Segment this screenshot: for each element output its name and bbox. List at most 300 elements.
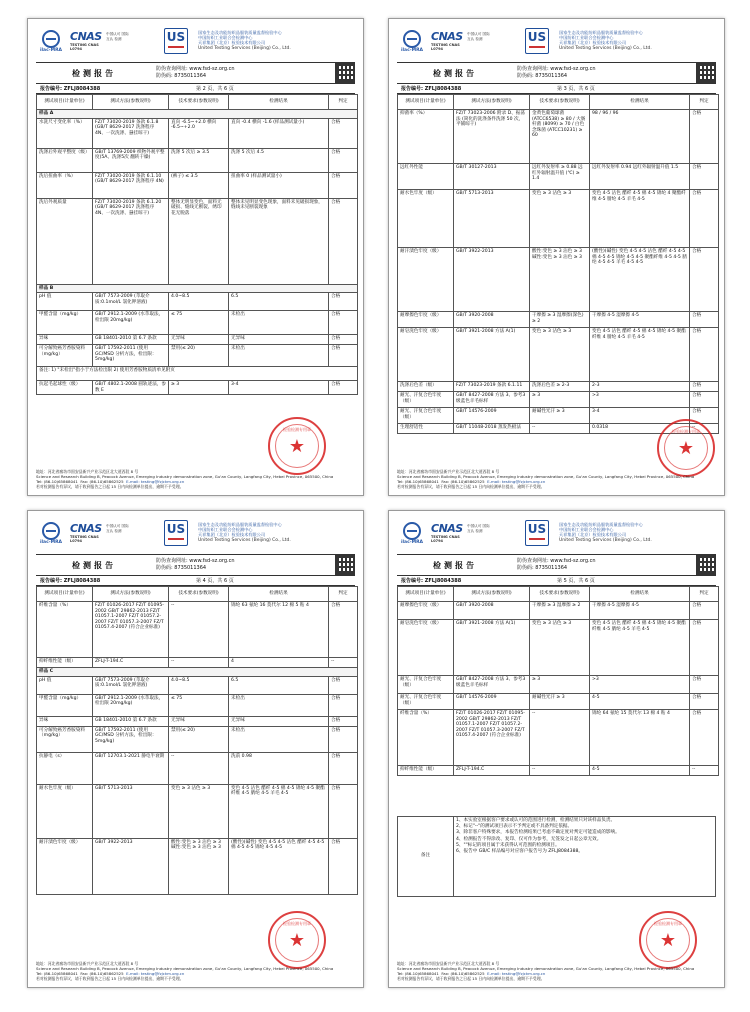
table-cell: 耐水色牢度（级） <box>398 190 454 248</box>
table-cell: 合格 <box>329 726 358 752</box>
table-cell: 合格 <box>690 328 719 382</box>
col-header: 技术要求(参数说明) <box>169 95 229 110</box>
table-cell: 抗起毛起球性（级） <box>37 381 93 395</box>
table-row <box>37 335 358 345</box>
table-cell: 合格 <box>329 148 358 172</box>
page-footer: 地址：河北省廊坊市固安县新兴产业示范区北大道西段 8 号 Science and Research Building B, Peacock Avenue, Emerging Industry demonstration zone, Gu'an County, Langfang City, Hebei Province, 065500, China Tel: (86-10)65868041 Fax: (86-10)65862525 E-mail: testing@fzjckm.org.cn 若对检测报告有异议，请于收到报告之日起 15 日内向检测单位提出，逾期不予受理。 <box>36 961 334 981</box>
table-cell: 合格 <box>690 110 719 164</box>
table-cell: 4-5 <box>590 694 690 710</box>
cnas-logo: CNAS TESTING CNAS L0794 <box>431 522 463 543</box>
table-cell: -- <box>329 658 358 668</box>
col-header: 判定 <box>690 95 719 110</box>
table-cell: 合格 <box>690 602 719 620</box>
uts-logo: US <box>525 28 549 54</box>
col-header: 测试方法(参数说明) <box>454 95 530 110</box>
table-cell: 变色 ≥ 3 沾色 ≥ 3 <box>530 328 590 382</box>
results-table <box>36 94 358 395</box>
table-row <box>398 110 719 164</box>
table-cell: 耐摩擦色牢度（级） <box>398 602 454 620</box>
table-cell: GB 18401-2010 第 6.7 条款 <box>93 335 169 345</box>
col-header: 判定 <box>690 587 719 602</box>
table-cell: -- <box>690 424 719 434</box>
table-row <box>398 392 719 408</box>
table-row <box>37 381 358 395</box>
table-cell: GB/T 3921-2008 方法 A(1) <box>454 328 530 382</box>
report-page-4: ilac-MRA CNAS TESTING CNAS L0794 中国认可 国际互认 检测 US 国家生态及功能纺织品服装质量监督检验中心 中国纺织工业联合会检测中心 天祥集团（北京）检验技术有限公司 United Testing Services (Beijing) Co., Ltd. 检测报告 防伪查询网址: www.fsd-sz.org.cn 防伪码: 8735011364 报告编号: ZFLJ8084388 第 4 页，共 6 页 测试项目(计量单位) 测试方法(参数说明) 技术要求(参数说明) 检测结果 判定 纤维含量（%） FZ/T 01026-2017 FZ/T 01095-2002 GB/T 29862-2013 FZ/T 01057.1-2007 FZ/T 01057.2-2007 FZ/T 01057.3-2007 FZ/T 01057.4-2007 (符合企业标准) -- 锦纶 63 氨纶 16 莫代尔 12 棉 5 粘 4 合格 抑纤维性能（级） ZFLJ-T-194.C -- 4 -- 样品 C pH 值 GB/T 7573-2009 (萃取介质:0.1mol/L 氯化钾溶液) 4.0~8.5 6.5 合格 甲醛含量（mg/kg） GB/T 2912.1-2009 (水萃取法，检出限 20mg/kg) ≤ 75 未检出 合格 异味 GB 18401-2010 第 6.7 条款 无异味 无异味 合格 可分解致癌芳香胺染料（mg/kg） GB/T 17592-2011 (使用 GC/MSD 分析方法，检出限：5mg/kg) 禁用(≤ 20) 未检出 合格 抗静电（s） GB/T 12703.1-2021 静电半衰期 -- 洗前 0.98 合格 耐水色牢度（级） GB/T 5713-2013 变色 ≥ 3 沾色 ≥ 3 变色 4-5 沾色 醋纤 4-5 棉 4-5 锦纶 4-5 聚酯纤维 4-5 腈纶 4-5 羊毛 4-5 合格 耐汗渍色牢度（级） GB/T 3922-2013 酸性:变色 ≥ 3 沾色 ≥ 3 碱性:变色 ≥ 3 沾色 ≥ 3 (酸性)(碱性) 变色 4-5 4-5 沾色 醋纤 4-5 4-5 棉 4-5 4-5 锦纶 4-5 4-5 合格 检验检测专用章 ★ 地址：河北省廊坊市固安县新兴产业示范区北大道西段 8 号 Science and Research Building B, Peacock Avenue, Emerging Industry demonstration zone, Gu'an County, Langfang City, Hebei Province, 065500, China Tel: (86-10)65868041 Fax: (86-10)65862525 E-mail: testing@fzjckm.org.cn 若对检测报告有异议，请于收到报告之日起 15 日内向检测单位提出，逾期不予受理。 <box>27 510 364 988</box>
table-cell: GB/T 3920-2008 <box>454 602 530 620</box>
table-cell: ≤ 75 <box>169 311 229 335</box>
table-cell: GB/T 7573-2009 (萃取介质:0.1mol/L 氯化钾溶液) <box>93 676 169 694</box>
table-cell: GB/T 11048-2018 蒸发热板法 <box>454 424 530 434</box>
table-row <box>37 752 358 784</box>
table-cell: GB/T 2912.1-2009 (水萃取法，检出限 20mg/kg) <box>93 694 169 716</box>
table-row <box>37 284 358 293</box>
table-cell: 合格 <box>329 118 358 148</box>
table-cell: 禁用(≤ 20) <box>169 345 229 367</box>
qr-code-icon <box>335 555 355 575</box>
table-row <box>398 95 719 110</box>
table-row <box>37 311 358 335</box>
table-row <box>398 382 719 392</box>
col-header: 测试项目(计量单位) <box>37 95 93 110</box>
remarks-table <box>397 816 716 897</box>
table-cell: 甲醛含量（mg/kg） <box>37 694 93 716</box>
sample-label: 样品 B <box>37 284 358 293</box>
table-cell: ≥ 3 <box>530 676 590 694</box>
table-cell: 变色 4-5 沾色 醋纤 4-5 棉 4-5 锦纶 4-5 聚酯纤维 4-5 腈纶 4-5 羊毛 4-5 <box>590 620 690 676</box>
col-header: 测试方法(参数说明) <box>454 587 530 602</box>
table-cell: FZ/T 01026-2017 FZ/T 01095-2002 GB/T 29862-2013 FZ/T 01057.1-2007 FZ/T 01057.2-2007 FZ/T 01057.3-2007 FZ/T 01057.4-2007 (符合企业标准) <box>93 602 169 658</box>
qr-code-icon <box>335 63 355 83</box>
table-cell: 酸性:变色 ≥ 3 沾色 ≥ 3 碱性:变色 ≥ 3 沾色 ≥ 3 <box>169 838 229 894</box>
table-cell: 耐汗渍色牢度（级） <box>37 838 93 894</box>
table-cell: FZ/T 73020-2019 条款 6.1.10 (GB/T 8629-2017 洗涤程序 4N) <box>93 172 169 198</box>
table-cell: 合格 <box>329 602 358 658</box>
table-row <box>398 620 719 676</box>
table-cell: >3 <box>590 676 690 694</box>
page-header <box>36 26 355 62</box>
table-cell: 整体未见明显变色现象，面料未见破损现象，缝线未见断裂现象 <box>229 198 329 284</box>
table-cell: 未检出 <box>229 345 329 367</box>
table-cell: 生理舒适性 <box>398 424 454 434</box>
table-row <box>37 95 358 110</box>
table-cell: 耐碱性光汗 ≥ 3 <box>530 408 590 424</box>
table-cell: 抑纤维性能（级） <box>37 658 93 668</box>
table-row <box>398 328 719 382</box>
table-row <box>398 312 719 328</box>
table-cell: 洗涤后色差 ≥ 2-3 <box>530 382 590 392</box>
table-cell: 3-4 <box>590 408 690 424</box>
table-row <box>398 248 719 312</box>
report-number: 报告编号: ZFLJ8084388 <box>40 578 101 584</box>
table-cell: 合格 <box>690 248 719 312</box>
table-cell: 合格 <box>690 382 719 392</box>
table-cell: 直向 -6.5~+2.0 横向 -6.5~+2.0 <box>169 118 229 148</box>
page-number: 第 3 页，共 6 页 <box>557 86 595 92</box>
table-cell: 水洗尺寸变化率（%） <box>37 118 93 148</box>
table-row <box>37 367 358 381</box>
table-cell: 纤维含量（%） <box>37 602 93 658</box>
table-cell: 扭曲率 0 (样品测试量小) <box>229 172 329 198</box>
table-row <box>37 726 358 752</box>
lab-name: 国家生态及功能纺织品服装质量监督检验中心 中国纺织工业联合会检测中心 天祥集团（北京）检验技术有限公司 United Testing Services (Beijing) Co., Ltd. <box>198 522 291 543</box>
table-row <box>37 118 358 148</box>
cnas-logo: CNAS TESTING CNAS L0794 <box>70 30 102 51</box>
table-cell: GB/T 4802.1-2008 圆轨迹法，参数 E <box>93 381 169 395</box>
remark-line: 1、本实验室根据客户要求或认可的范围进行检测，检测结果只对该样品负责。 <box>456 818 616 823</box>
remark-line: 5、""标记的项目属于未获得认可范围的检测项目。 <box>456 842 560 848</box>
lab-name: 国家生态及功能纺织品服装质量监督检验中心 中国纺织工业联合会检测中心 天祥集团（北京）检验技术有限公司 United Testing Services (Beijing) Co., Ltd. <box>559 522 652 543</box>
table-row <box>37 587 358 602</box>
table-cell: ≥ 3 <box>530 392 590 408</box>
table-cell: GB/T 30127-2013 <box>454 164 530 190</box>
table-cell: 合格 <box>329 198 358 284</box>
remark-line: 6、报告中 GB/C 样品编号对应客户报告号为 ZFLJ8084388。 <box>456 849 584 855</box>
table-cell: pH 值 <box>37 676 93 694</box>
table-cell: 干摩擦 ≥ 3 湿摩擦(深色) ≥ 2 <box>530 312 590 328</box>
table-cell: (酸性)(碱性) 变色 4-5 4-5 沾色 醋纤 4-5 4-5 棉 4-5 4-5 锦纶 4-5 4-5 <box>229 838 329 894</box>
col-header: 测试项目(计量单位) <box>37 587 93 602</box>
table-cell: 无异味 <box>229 335 329 345</box>
table-cell: GB/T 8427-2008 方法 3、参考3 级蓝色羊毛标样 <box>454 392 530 408</box>
ilac-logo: ilac-MRA <box>397 522 427 544</box>
uts-logo: US <box>525 520 549 546</box>
table-cell: GB/T 3921-2008 方法 A(1) <box>454 620 530 676</box>
table-cell: 金黄色葡萄球菌 (ATCC6538) ≥ 80 / 大肠杆菌 (8099) ≥ 70 / 白色念珠菌 (ATCC10231) ≥ 60 <box>530 110 590 164</box>
table-cell: 合格 <box>690 312 719 328</box>
table-row <box>37 110 358 119</box>
table-cell: 未检出 <box>229 694 329 716</box>
col-header: 判定 <box>329 587 358 602</box>
results-table <box>397 94 719 434</box>
page-header <box>397 518 716 554</box>
table-cell: 变色 ≥ 3 沾色 ≥ 3 <box>530 620 590 676</box>
table-cell: -- <box>169 752 229 784</box>
ilac-logo: ilac-MRA <box>36 522 66 544</box>
table-cell: ≤ 75 <box>169 694 229 716</box>
table-cell: FZ/T 73023-2019 条款 6.1.11 <box>454 382 530 392</box>
table-cell: 耐汗渍色牢度（级） <box>398 248 454 312</box>
table-cell: -- <box>530 766 590 776</box>
results-table <box>36 586 358 895</box>
table-cell: FZ/T 73020-2019 条款 6.1.20 (GB/T 8629-2017 洗涤程序 4N、一次洗涤、悬挂晾干) <box>93 198 169 284</box>
table-cell: 酸性:变色 ≥ 3 沾色 ≥ 3 碱性:变色 ≥ 3 沾色 ≥ 3 <box>530 248 590 312</box>
table-cell: 6.5 <box>229 293 329 311</box>
col-header: 测试方法(参数说明) <box>93 95 169 110</box>
table-cell: 锦纶 63 氨纶 16 莫代尔 12 棉 5 粘 4 <box>229 602 329 658</box>
table-cell: ≥ 3 <box>169 381 229 395</box>
table-cell: 6.5 <box>229 676 329 694</box>
table-cell: 合格 <box>329 293 358 311</box>
table-cell: -- <box>530 424 590 434</box>
page-header <box>36 518 355 554</box>
table-cell: 干摩擦 4-5 湿摩擦 4-5 <box>590 312 690 328</box>
table-row <box>398 676 719 694</box>
cnas-logo: CNAS TESTING CNAS L0794 <box>70 522 102 543</box>
table-cell: 4.0~8.5 <box>169 676 229 694</box>
remark-line: 3、除非客户特殊要求，本报告检测结果已考虑不确定度对判定可能造成的影响。 <box>456 830 620 836</box>
table-cell: GB/T 17592-2011 (使用 GC/MSD 分析方法，检出限：5mg/kg) <box>93 726 169 752</box>
table-row <box>398 408 719 424</box>
table-cell: 耐水色牢度（级） <box>37 784 93 838</box>
remark-line: 2、标记"--"的测试项目表示不予判定或不具备判定依据。 <box>456 824 573 830</box>
table-cell: 合格 <box>690 676 719 694</box>
col-header: 测试方法(参数说明) <box>93 587 169 602</box>
table-cell: -- <box>530 710 590 766</box>
report-title: 检测报告 <box>433 560 477 570</box>
table-cell: 合格 <box>329 172 358 198</box>
report-title: 检测报告 <box>72 560 116 570</box>
lab-name: 国家生态及功能纺织品服装质量监督检验中心 中国纺织工业联合会检测中心 天祥集团（北京）检验技术有限公司 United Testing Services (Beijing) Co., Ltd. <box>198 30 291 51</box>
table-cell: FZ/T 73020-2019 条款 6.1.8 (GB/T 8629-2017 洗涤程序 4N、一次洗涤、悬挂晾干) <box>93 118 169 148</box>
table-row <box>398 766 719 776</box>
table-cell: 抗静电（s） <box>37 752 93 784</box>
official-stamp: 检验检测专用章 ★ <box>268 911 326 969</box>
table-cell: 合格 <box>329 676 358 694</box>
table-cell: 合格 <box>690 190 719 248</box>
table-cell: 4.0~8.5 <box>169 293 229 311</box>
table-row <box>37 172 358 198</box>
table-cell: 整体无明显变色，面料无破损、缝线无断裂、绣印花无脱落 <box>169 198 229 284</box>
table-cell: FZ/T 73023-2006 附录 D、振荡法 (简化的洗涤条件洗涤 50 次，平铺晾干) <box>454 110 530 164</box>
table-cell: -- <box>169 658 229 668</box>
table-cell: 洗前 0.98 <box>229 752 329 784</box>
col-header: 技术要求(参数说明) <box>169 587 229 602</box>
table-cell: GB/T 8427-2008 方法 3、参考3 级蓝色羊毛标样 <box>454 676 530 694</box>
col-header: 检测结果 <box>590 95 690 110</box>
table-cell: 合格 <box>329 381 358 395</box>
remark-line: 4、检测报告不得涂改、复印、仅可作为参考，无签发之日起公章无效。 <box>456 836 602 842</box>
table-row <box>37 716 358 726</box>
table-cell: GB/T 14576-2009 <box>454 694 530 710</box>
col-header: 技术要求(参数说明) <box>530 95 590 110</box>
table-cell: GB 18401-2010 第 6.7 条款 <box>93 716 169 726</box>
col-header: 测试项目(计量单位) <box>398 95 454 110</box>
table-cell: 抑菌率（%） <box>398 110 454 164</box>
official-stamp: 检验检测专用章 ★ <box>657 419 715 477</box>
table-cell: 禁用(≤ 20) <box>169 726 229 752</box>
uts-logo: US <box>164 28 188 54</box>
report-number: 报告编号: ZFLJ8084388 <box>401 86 462 92</box>
table-cell: 洗后扭曲率（%） <box>37 172 93 198</box>
report-number: 报告编号: ZFLJ8084388 <box>401 578 462 584</box>
table-cell: 变色 4-5 沾色 醋纤 4-5 棉 4-5 锦纶 4-5 聚酯纤维 4-5 腈纶 4-5 羊毛 4-5 <box>229 784 329 838</box>
notes: 备注: 1) "未检出"指小于方法检出限 2) 使用芳香胺物质清单见附页 <box>37 367 358 381</box>
table-cell: 0.0318 <box>590 424 690 434</box>
table-cell: 合格 <box>690 620 719 676</box>
sample-label: 样品 A <box>37 110 358 119</box>
col-header: 检测结果 <box>590 587 690 602</box>
table-cell: 合格 <box>690 392 719 408</box>
table-cell: 合格 <box>329 838 358 894</box>
table-cell: 可分解致癌芳香胺染料（mg/kg） <box>37 726 93 752</box>
table-cell: 未检出 <box>229 311 329 335</box>
page-header <box>397 26 716 62</box>
table-cell: 无异味 <box>169 335 229 345</box>
table-cell: GB/T 5713-2013 <box>454 190 530 248</box>
table-cell: GB/T 13769-2009 织物外观平整度(5A、洗涤5次 翻转干燥) <box>93 148 169 172</box>
col-header: 测试项目(计量单位) <box>398 587 454 602</box>
table-cell: 合格 <box>329 345 358 367</box>
table-cell: 洗涤 5 次后 ≥ 3.5 <box>169 148 229 172</box>
table-cell: 98 / 96 / 96 <box>590 110 690 164</box>
table-cell: 4-5 <box>590 766 690 776</box>
table-cell: 变色 4-5 沾色 醋纤 4-5 棉 4-5 锦纶 4-5 聚酯纤维 4 腈纶 4-5 羊毛 4-5 <box>590 328 690 382</box>
cnas-logo: CNAS TESTING CNAS L0794 <box>431 30 463 51</box>
table-row <box>398 710 719 766</box>
table-cell: 合格 <box>329 784 358 838</box>
table-cell <box>454 817 716 897</box>
col-header: 检测结果 <box>229 95 329 110</box>
table-row <box>37 602 358 658</box>
table-cell: 变色 ≥ 3 沾色 ≥ 3 <box>169 784 229 838</box>
table-cell: 耐碱性光汗 ≥ 3 <box>530 694 590 710</box>
official-stamp: 检验检测专用章 ★ <box>639 911 697 969</box>
table-cell: 合格 <box>329 694 358 716</box>
table-cell: 合格 <box>690 710 719 766</box>
table-row <box>37 293 358 311</box>
report-number: 报告编号: ZFLJ8084388 <box>40 86 101 92</box>
report-page-3: ilac-MRA CNAS TESTING CNAS L0794 中国认可 国际互认 检测 US 国家生态及功能纺织品服装质量监督检验中心 中国纺织工业联合会检测中心 天祥集团（北京）检验技术有限公司 United Testing Services (Beijing) Co., Ltd. 检测报告 防伪查询网址: www.fsd-sz.org.cn 防伪码: 8735011364 报告编号: ZFLJ8084388 第 3 页，共 6 页 测试项目(计量单位) 测试方法(参数说明) 技术要求(参数说明) 检测结果 判定 抑菌率（%） FZ/T 73023-2006 附录 D、振荡法 (简化的洗涤条件洗涤 50 次，平铺晾干) 金黄色葡萄球菌 (ATCC6538) ≥ 80 / 大肠杆菌 (8099) ≥ 70 / 白色念珠菌 (ATCC10231) ≥ 60 98 / 96 / 96 合格 远红外性能 GB/T 30127-2013 远红外发射率 ≥ 0.88 远红外辐射温升值 (℃) ≥ 1.4 远红外发射率 0.94 远红外辐射温升值 1.5 合格 耐水色牢度（级） GB/T 5713-2013 变色 ≥ 3 沾色 ≥ 3 变色 4-5 沾色 醋纤 4-5 棉 4-5 锦纶 4 聚酯纤维 4-5 腈纶 4-5 羊毛 4-5 合格 耐汗渍色牢度（级） GB/T 3922-2013 酸性:变色 ≥ 3 沾色 ≥ 3 碱性:变色 ≥ 3 沾色 ≥ 3 (酸性)(碱性) 变色 4-5 4-5 沾色 醋纤 4-5 4-5 棉 4-5 4-5 锦纶 4-5 4-5 聚酯纤维 4-5 4-5 腈纶 4-5 4-5 羊毛 4-5 4-5 合格 耐摩擦色牢度（级） GB/T 3920-2008 干摩擦 ≥ 3 湿摩擦(深色) ≥ 2 干摩擦 4-5 湿摩擦 4-5 合格 耐皂洗色牢度（级） GB/T 3921-2008 方法 A(1) 变色 ≥ 3 沾色 ≥ 3 变色 4-5 沾色 醋纤 4-5 棉 4-5 锦纶 4-5 聚酯纤维 4 腈纶 4-5 羊毛 4-5 合格 洗涤后色差（级） FZ/T 73023-2019 条款 6.1.11 洗涤后色差 ≥ 2-3 2-3 合格 耐光、汗复合色牢度（级） GB/T 8427-2008 方法 3、参考3 级蓝色羊毛标样 ≥ 3 >3 合格 耐光、汗复合色牢度（级） GB/T 14576-2009 耐碱性光汗 ≥ 3 3-4 合格 生理舒适性 GB/T 11048-2018 蒸发热板法 -- 0.0318 -- 检验检测专用章 ★ 地址：河北省廊坊市固安县新兴产业示范区北大道西段 8 号 Science and Research Building B, Peacock Avenue, Emerging Industry demonstration zone, Gu'an County, Langfang City, Hebei Province, 065500, China Tel: (86-10)65868041 Fax: (86-10)65862525 E-mail: testing@fzjckm.org.cn 若对检测报告有异议，请于收到报告之日起 15 日内向检测单位提出，逾期不予受理。 <box>388 18 725 496</box>
table-cell: >3 <box>590 392 690 408</box>
ilac-logo: ilac-MRA <box>36 30 66 52</box>
table-cell: FZ/T 01026-2017 FZ/T 01095-2002 GB/T 29862-2013 FZ/T 01057.1-2007 FZ/T 01057.2-2007 FZ/T 01057.3-2007 FZ/T 01057.4-2007 (符合企业标准) <box>454 710 530 766</box>
cnas-cn-text: 中国认可 国际互认 检测 <box>467 524 490 533</box>
sample-label: 样品 C <box>37 668 358 677</box>
page-footer: 地址：河北省廊坊市固安县新兴产业示范区北大道西段 8 号 Science and Research Building B, Peacock Avenue, Emerging Industry demonstration zone, Gu'an County, Langfang City, Hebei Province, 065500, China Tel: (86-10)65868041 Fax: (86-10)65862525 E-mail: testing@fzjckm.org.cn 若对检测报告有异议，请于收到报告之日起 15 日内向检测单位提出，逾期不予受理。 <box>397 469 695 489</box>
table-cell: 直向 -0.4 横向 -1.6 (样品测试量小) <box>229 118 329 148</box>
remarks-label: 备注 <box>398 817 454 897</box>
table-cell: -- <box>169 602 229 658</box>
table-cell: 洗涤 5 次后 4.5 <box>229 148 329 172</box>
table-cell: GB/T 3920-2008 <box>454 312 530 328</box>
table-cell: 耐皂洗色牢度（级） <box>398 328 454 382</box>
table-cell: ZFLJ-T-194.C <box>93 658 169 668</box>
table-cell: -- <box>690 766 719 776</box>
report-page-5: ilac-MRA CNAS TESTING CNAS L0794 中国认可 国际互认 检测 US 国家生态及功能纺织品服装质量监督检验中心 中国纺织工业联合会检测中心 天祥集团（北京）检验技术有限公司 United Testing Services (Beijing) Co., Ltd. 检测报告 防伪查询网址: www.fsd-sz.org.cn 防伪码: 8735011364 报告编号: ZFLJ8084388 第 5 页，共 6 页 测试项目(计量单位) 测试方法(参数说明) 技术要求(参数说明) 检测结果 判定 耐摩擦色牢度（级） GB/T 3920-2008 干摩擦 ≥ 3 湿摩擦 ≥ 2 干摩擦 4-5 湿摩擦 4-5 合格 耐皂洗色牢度（级） GB/T 3921-2008 方法 A(1) 变色 ≥ 3 沾色 ≥ 3 变色 4-5 沾色 醋纤 4-5 棉 4-5 锦纶 4-5 聚酯纤维 4-5 腈纶 4-5 羊毛 4-5 合格 耐光、汗复合色牢度（级） GB/T 8427-2008 方法 3、参考3 级蓝色羊毛标样 ≥ 3 >3 合格 耐光、汗复合色牢度（级） GB/T 14576-2009 耐碱性光汗 ≥ 3 4-5 合格 纤维含量（%） FZ/T 01026-2017 FZ/T 01095-2002 GB/T 29862-2013 FZ/T 01057.1-2007 FZ/T 01057.2-2007 FZ/T 01057.3-2007 FZ/T 01057.4-2007 (符合企业标准) -- 锦纶 64 氨纶 15 莫代尔 13 棉 4 粘 4 合格 抑纤维性能（级） ZFLJ-T-194.C -- 4-5 -- 备注 1、本实验室根据客户要求或认可的范围进行检测，检测结果只对该样品负责。 2、标记"--"的测试项目表示不予判定或不具备判定依据。 3、除非客户特殊要求，本报告检测结果已考虑不确定度对判定可能造成的影响。 4、检测报告不得涂改、复印、仅可作为参考，无签发之日起公章无效。 5、""标记的项目属于未获得认可范围的检测项目。 6、报告中 GB/C 样品编号对应客户报告号为 ZFLJ8084388。 检验检测专用章 ★ 地址：河北省廊坊市固安县新兴产业示范区北大道西段 8 号 Science and Research Building B, Peacock Avenue, Emerging Industry demonstration zone, Gu'an County, Langfang City, Hebei Province, 065500, China Tel: (86-10)65868041 Fax: (86-10)65862525 E-mail: testing@fzjckm.org.cn 若对检测报告有异议，请于收到报告之日起 15 日内向检测单位提出，逾期不予受理。 <box>388 510 725 988</box>
table-row <box>398 602 719 620</box>
page-number: 第 2 页，共 6 页 <box>196 86 234 92</box>
table-cell: 未检出 <box>229 726 329 752</box>
col-header: 技术要求(参数说明) <box>530 587 590 602</box>
table-cell: 抑纤维性能（级） <box>398 766 454 776</box>
table-row <box>37 198 358 284</box>
table-cell: 合格 <box>690 408 719 424</box>
table-cell: 远红外性能 <box>398 164 454 190</box>
table-cell: 合格 <box>690 694 719 710</box>
table-cell: 2-3 <box>590 382 690 392</box>
table-cell: 耐皂洗色牢度（级） <box>398 620 454 676</box>
table-row <box>398 190 719 248</box>
table-row <box>398 694 719 710</box>
table-row <box>37 676 358 694</box>
page-footer: 地址：河北省廊坊市固安县新兴产业示范区北大道西段 8 号 Science and Research Building B, Peacock Avenue, Emerging Industry demonstration zone, Gu'an County, Langfang City, Hebei Province, 065500, China Tel: (86-10)65868041 Fax: (86-10)65862525 E-mail: testing@fzjckm.org.cn 若对检测报告有异议，请于收到报告之日起 15 日内向检测单位提出，逾期不予受理。 <box>397 961 695 981</box>
table-cell: 耐光、汗复合色牢度（级） <box>398 392 454 408</box>
table-cell: 耐光、汗复合色牢度（级） <box>398 408 454 424</box>
table-row <box>37 148 358 172</box>
table-cell: 洗后外观质量 <box>37 198 93 284</box>
table-cell: 干摩擦 ≥ 3 湿摩擦 ≥ 2 <box>530 602 590 620</box>
table-cell: 甲醛含量（mg/kg） <box>37 311 93 335</box>
table-cell: 无异味 <box>229 716 329 726</box>
table-row <box>37 668 358 677</box>
table-row <box>398 587 719 602</box>
table-row <box>37 838 358 894</box>
table-cell: GB/T 12703.1-2021 静电半衰期 <box>93 752 169 784</box>
table-cell: 耐光、汗复合色牢度（级） <box>398 694 454 710</box>
table-cell: pH 值 <box>37 293 93 311</box>
table-cell: 合格 <box>329 335 358 345</box>
col-header: 判定 <box>329 95 358 110</box>
ilac-logo: ilac-MRA <box>397 30 427 52</box>
table-cell: 变色 4-5 沾色 醋纤 4-5 棉 4-5 锦纶 4 聚酯纤维 4-5 腈纶 4-5 羊毛 4-5 <box>590 190 690 248</box>
table-cell: 合格 <box>329 716 358 726</box>
table-cell: (裤子) ≤ 3.5 <box>169 172 229 198</box>
table-cell: 洗涤后外观平整度（级） <box>37 148 93 172</box>
table-cell: GB/T 14576-2009 <box>454 408 530 424</box>
table-cell: 4 <box>229 658 329 668</box>
table-cell: GB/T 3922-2013 <box>93 838 169 894</box>
table-cell: ZFLJ-T-194.C <box>454 766 530 776</box>
table-cell: 无异味 <box>169 716 229 726</box>
table-cell: 异味 <box>37 716 93 726</box>
table-cell: 干摩擦 4-5 湿摩擦 4-5 <box>590 602 690 620</box>
table-cell: 变色 ≥ 3 沾色 ≥ 3 <box>530 190 590 248</box>
cnas-cn-text: 中国认可 国际互认 检测 <box>106 32 129 41</box>
cnas-cn-text: 中国认可 国际互认 检测 <box>106 524 129 533</box>
table-cell: 3-4 <box>229 381 329 395</box>
table-cell: (酸性)(碱性) 变色 4-5 4-5 沾色 醋纤 4-5 4-5 棉 4-5 4-5 锦纶 4-5 4-5 聚酯纤维 4-5 4-5 腈纶 4-5 4-5 羊毛 4-5 4-5 <box>590 248 690 312</box>
qr-code-icon <box>696 63 716 83</box>
table-row <box>37 658 358 668</box>
table-cell: 远红外发射率 0.94 远红外辐射温升值 1.5 <box>590 164 690 190</box>
official-stamp: 检验检测专用章 ★ <box>268 417 326 475</box>
table-cell: 耐光、汗复合色牢度（级） <box>398 676 454 694</box>
table-cell: GB/T 7573-2009 (萃取介质:0.1mol/L 氯化钾溶液) <box>93 293 169 311</box>
table-row <box>37 694 358 716</box>
report-title: 检测报告 <box>433 68 477 78</box>
table-cell: 远红外发射率 ≥ 0.88 远红外辐射温升值 (℃) ≥ 1.4 <box>530 164 590 190</box>
table-cell: 合格 <box>690 164 719 190</box>
table-cell: 合格 <box>329 752 358 784</box>
table-cell: 异味 <box>37 335 93 345</box>
uts-logo: US <box>164 520 188 546</box>
page-footer: 地址：河北省廊坊市固安县新兴产业示范区北大道西段 8 号 Science and Research Building B, Peacock Avenue, Emerging Industry demonstration zone, Gu'an County, Langfang City, Hebei Province, 065500, China Tel: (86-10)65868041 Fax: (86-10)65862525 E-mail: testing@fzjckm.org.cn 若对检测报告有异议，请于收到报告之日起 15 日内向检测单位提出，逾期不予受理。 <box>36 469 334 489</box>
cnas-cn-text: 中国认可 国际互认 检测 <box>467 32 490 41</box>
table-row <box>398 817 716 897</box>
table-cell: 纤维含量（%） <box>398 710 454 766</box>
table-cell: 合格 <box>329 311 358 335</box>
table-cell: GB/T 2912.1-2009 (水萃取法，检出限 20mg/kg) <box>93 311 169 335</box>
report-page-2: ilac-MRA CNAS TESTING CNAS L0794 中国认可 国际互认 检测 US 国家生态及功能纺织品服装质量监督检验中心 中国纺织工业联合会检测中心 天祥集团（北京）检验技术有限公司 United Testing Services (Beijing) Co., Ltd. 检测报告 防伪查询网址: www.fsd-sz.org.cn 防伪码: 8735011364 报告编号: ZFLJ8084388 第 2 页，共 6 页 测试项目(计量单位) 测试方法(参数说明) 技术要求(参数说明) 检测结果 判定 样品 A 水洗尺寸变化率（%） FZ/T 73020-2019 条款 6.1.8 (GB/T 8629-2017 洗涤程序 4N、一次洗涤、悬挂晾干) 直向 -6.5~+2.0 横向 -6.5~+2.0 直向 -0.4 横向 -1.6 (样品测试量小) 合格 洗涤后外观平整度（级） GB/T 13769-2009 织物外观平整度(5A、洗涤5次 翻转干燥) 洗涤 5 次后 ≥ 3.5 洗涤 5 次后 4.5 合格 洗后扭曲率（%） FZ/T 73020-2019 条款 6.1.10 (GB/T 8629-2017 洗涤程序 4N) (裤子) ≤ 3.5 扭曲率 0 (样品测试量小) 合格 洗后外观质量 FZ/T 73020-2019 条款 6.1.20 (GB/T 8629-2017 洗涤程序 4N、一次洗涤、悬挂晾干) 整体无明显变色，面料无破损、缝线无断裂、绣印花无脱落 整体未见明显变色现象，面料未见破损现象，缝线未见断裂现象 合格 样品 B pH 值 GB/T 7573-2009 (萃取介质:0.1mol/L 氯化钾溶液) 4.0~8.5 6.5 合格 甲醛含量（mg/kg） GB/T 2912.1-2009 (水萃取法，检出限 20mg/kg) ≤ 75 未检出 合格 异味 GB 18401-2010 第 6.7 条款 无异味 无异味 合格 可分解致癌芳香胺染料（mg/kg） GB/T 17592-2011 (使用 GC/MSD 分析方法，检出限：5mg/kg) 禁用(≤ 20) 未检出 合格 备注: 1) "未检出"指小于方法检出限 2) 使用芳香胺物质清单见附页 抗起毛起球性（级） GB/T 4802.1-2008 圆轨迹法，参数 E ≥ 3 3-4 合格 检验检测专用章 ★ 地址：河北省廊坊市固安县新兴产业示范区北大道西段 8 号 Science and Research Building B, Peacock Avenue, Emerging Industry demonstration zone, Gu'an County, Langfang City, Hebei Province, 065500, China Tel: (86-10)65868041 Fax: (86-10)65862525 E-mail: testing@fzjckm.org.cn 若对检测报告有异议，请于收到报告之日起 15 日内向检测单位提出，逾期不予受理。 <box>27 18 364 496</box>
table-row <box>37 784 358 838</box>
table-cell: 锦纶 64 氨纶 15 莫代尔 13 棉 4 粘 4 <box>590 710 690 766</box>
qr-code-icon <box>696 555 716 575</box>
results-table <box>397 586 719 776</box>
table-cell: 洗涤后色差（级） <box>398 382 454 392</box>
lab-name: 国家生态及功能纺织品服装质量监督检验中心 中国纺织工业联合会检测中心 天祥集团（北京）检验技术有限公司 United Testing Services (Beijing) Co., Ltd. <box>559 30 652 51</box>
table-cell: 耐摩擦色牢度（级） <box>398 312 454 328</box>
col-header: 检测结果 <box>229 587 329 602</box>
report-title: 检测报告 <box>72 68 116 78</box>
table-row <box>398 164 719 190</box>
table-cell: GB/T 17592-2011 (使用 GC/MSD 分析方法，检出限：5mg/kg) <box>93 345 169 367</box>
table-cell: 可分解致癌芳香胺染料（mg/kg） <box>37 345 93 367</box>
table-cell: GB/T 5713-2013 <box>93 784 169 838</box>
table-row <box>37 345 358 367</box>
page-number: 第 4 页，共 6 页 <box>196 578 234 584</box>
page-number: 第 5 页，共 6 页 <box>557 578 595 584</box>
